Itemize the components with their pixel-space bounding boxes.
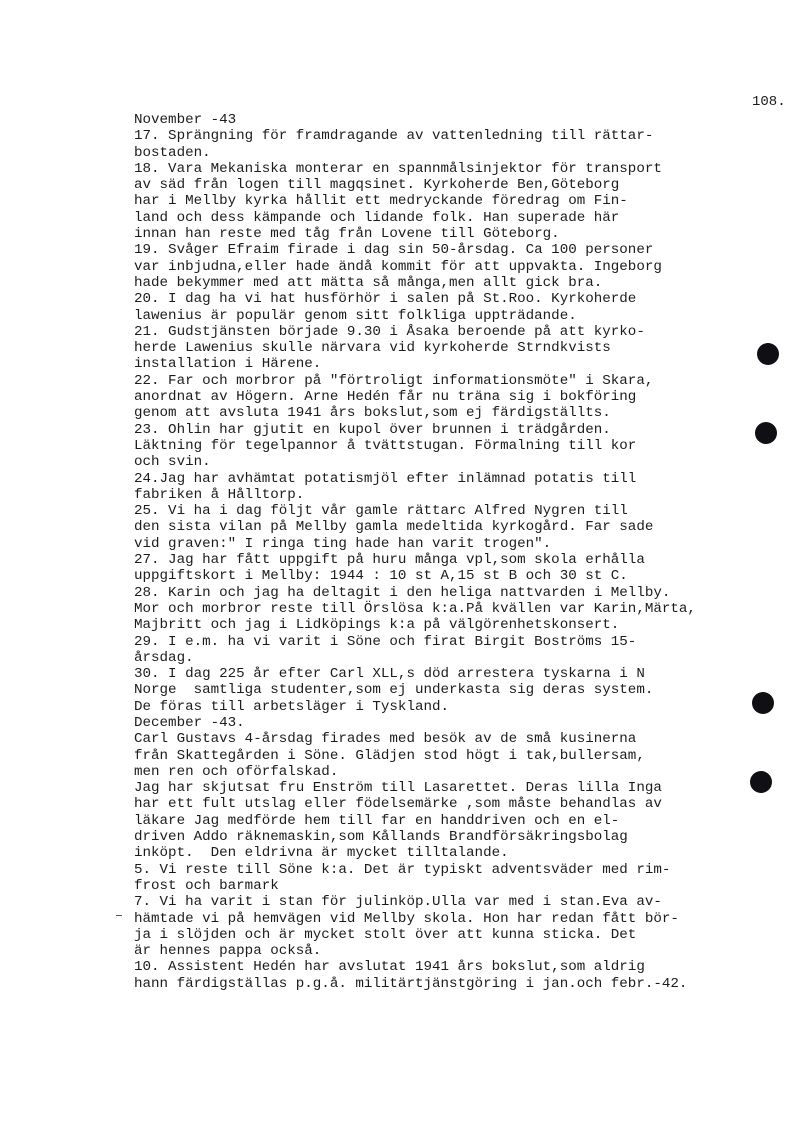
text-line: De föras till arbetsläger i Tyskland. xyxy=(134,698,450,715)
text-line: Jag har skjutsat fru Enström till Lasarettet. Deras lilla Inga xyxy=(134,780,662,797)
text-line: 17. Sprängning för framdragande av vattenledning till rättar- xyxy=(134,128,654,145)
text-line: genom att avsluta 1941 års bokslut,som ej färdigställts. xyxy=(134,405,611,422)
text-line: hade bekymmer med att mätta så många,men allt gick bra. xyxy=(134,274,603,291)
text-line: hann färdigställas p.g.å. militärtjänstgöring i jan.och febr.-42. xyxy=(134,975,688,992)
text-line: anordnat av Högern. Arne Hedén får nu träna sig i bokföring xyxy=(134,389,637,406)
text-line: läkare Jag medförde hem till far en handdriven och en el- xyxy=(134,812,620,829)
margin-mark xyxy=(116,915,122,916)
diary-text xyxy=(134,112,696,992)
text-line: från Skattegården i Söne. Glädjen stod högt i tak,bullersam, xyxy=(134,747,645,764)
text-line: har i Mellby kyrka hållit ett medryckande föredrag om Fin- xyxy=(134,193,628,210)
text-line: November -43 xyxy=(134,112,237,128)
text-line: uppgiftskort i Mellby: 1944 : 10 st A,15 st B och 30 st C. xyxy=(134,568,628,585)
text-line: 20. I dag ha vi hat husförhör i salen på St.Roo. Kyrkoherde xyxy=(134,291,637,308)
text-line: är hennes pappa också. xyxy=(134,943,322,960)
punch-hole xyxy=(750,771,772,793)
text-line: ja i slöjden och är mycket stolt över att kunna sticka. Det xyxy=(134,926,637,943)
text-line: har ett fult utslag eller födelsemärke ,som måste behandlas av xyxy=(134,796,662,813)
text-line: 22. Far och morbror på "förtroligt informationsmöte" i Skara, xyxy=(134,372,654,389)
text-line: 23. Ohlin har gjutit en kupol över brunnen i trädgården. xyxy=(134,421,611,438)
text-line: frost och barmark xyxy=(134,877,279,894)
text-line: och svin. xyxy=(134,454,211,471)
text-line: men ren och oförfalskad. xyxy=(134,763,339,780)
text-line: fabriken å Hålltorp. xyxy=(134,486,305,503)
text-line: installation i Härene. xyxy=(134,356,322,373)
text-line: Norge samtliga studenter,som ej underkasta sig deras system. xyxy=(134,682,654,699)
page-number: 108. xyxy=(752,94,786,110)
text-line: Carl Gustavs 4-årsdag firades med besök av de små kusinerna xyxy=(134,731,637,748)
text-line: inköpt. Den eldrivna är mycket tilltalande. xyxy=(134,845,509,862)
text-line: 30. I dag 225 år efter Carl XLL,s död arrestera tyskarna i N xyxy=(134,666,645,683)
text-line: December -43. xyxy=(134,714,245,731)
text-line: land och dess kämpande och lidande folk. Han superade här xyxy=(134,209,620,226)
text-line: 28. Karin och jag ha deltagit i den heliga nattvarden i Mellby. xyxy=(134,584,671,601)
text-line: 25. Vi ha i dag följt vår gamle rättarc Alfred Nygren till xyxy=(134,503,628,520)
text-line: Majbritt och jag i Lidköpings k:a på välgörenhetskonsert. xyxy=(134,617,620,634)
punch-hole xyxy=(757,343,779,365)
text-line: 18. Vara Mekaniska monterar en spannmålsinjektor för transport xyxy=(134,160,662,177)
text-line: 24.Jag har avhämtat potatismjöl efter inlämnad potatis till xyxy=(134,470,637,487)
text-line: 10. Assistent Hedén har avslutat 1941 års bokslut,som aldrig xyxy=(134,959,645,976)
text-line: lawenius är populär genom sitt folkliga uppträdande. xyxy=(134,307,577,324)
text-line: driven Addo räknemaskin,som Kållands Brandförsäkringsbolag xyxy=(134,829,628,846)
punch-hole xyxy=(755,422,777,444)
text-line: 29. I e.m. ha vi varit i Söne och firat Birgit Boströms 15- xyxy=(134,633,637,650)
text-line: hämtade vi på hemvägen vid Mellby skola. Hon har redan fått bör- xyxy=(134,910,679,927)
text-line: bostaden. xyxy=(134,144,211,161)
text-line: 19. Svåger Efraim firade i dag sin 50-årsdag. Ca 100 personer xyxy=(134,242,654,259)
text-line: var inbjudna,eller hade ändå kommit för att uppvakta. Ingeborg xyxy=(134,258,662,275)
text-line: vid graven:" I ringa ting hade han varit trogen". xyxy=(134,535,552,552)
text-line: Läktning för tegelpannor å tvättstugan. Förmalning till kor xyxy=(134,437,637,454)
punch-hole xyxy=(752,692,774,714)
text-line: den sista vilan på Mellby gamla medeltida kyrkogård. Far sade xyxy=(134,519,654,536)
text-line: innan han reste med tåg från Lovene till Göteborg. xyxy=(134,226,560,243)
text-line: 7. Vi ha varit i stan för julinköp.Ulla var med i stan.Eva av- xyxy=(134,894,662,911)
text-line: av säd från logen till magqsinet. Kyrkoherde Ben,Göteborg xyxy=(134,177,620,194)
text-line: herde Lawenius skulle närvara vid kyrkoherde Strndkvists xyxy=(134,340,611,357)
text-line: 21. Gudstjänsten började 9.30 i Åsaka beroende på att kyrko- xyxy=(134,323,645,340)
text-line: 5. Vi reste till Söne k:a. Det är typiskt adventsväder med rim- xyxy=(134,861,671,878)
text-line: årsdag. xyxy=(134,649,194,666)
text-line: Mor och morbror reste till Örslösa k:a.På kvällen var Karin,Märta, xyxy=(134,600,696,617)
text-line: 27. Jag har fått uppgift på huru många vpl,som skola erhålla xyxy=(134,552,645,569)
